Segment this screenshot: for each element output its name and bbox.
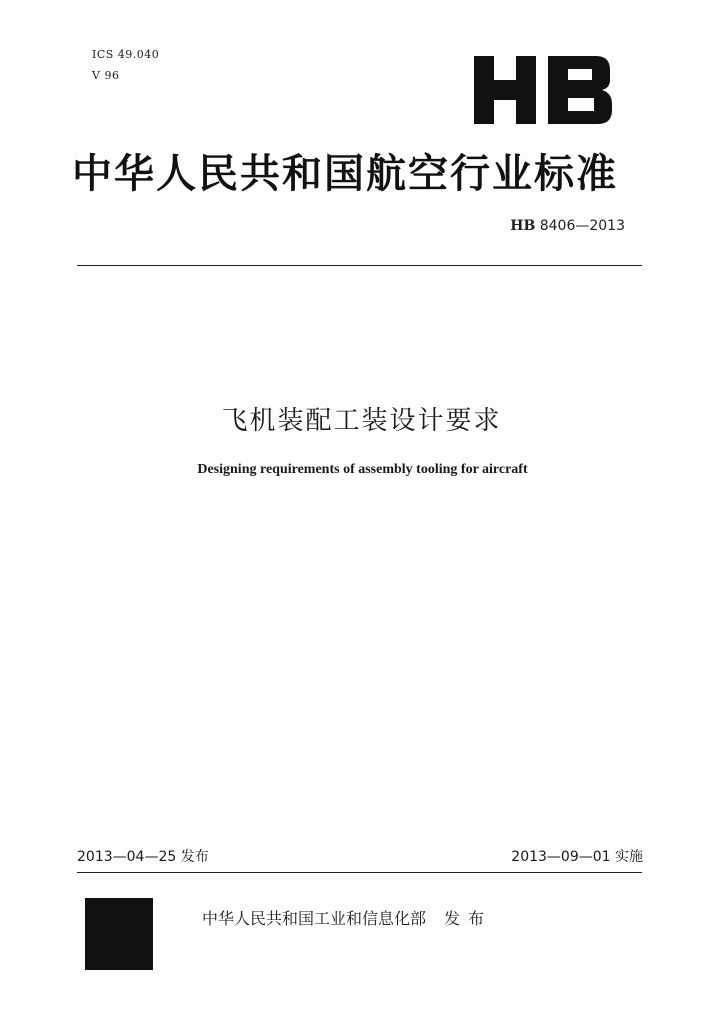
hb-logo (474, 56, 612, 124)
standard-code: 8406—2013 (539, 218, 625, 234)
bottom-rule (77, 872, 642, 873)
document-title-chinese (0, 400, 725, 437)
publisher-line (202, 906, 492, 929)
standard-prefix: HB (510, 218, 536, 234)
top-rule (77, 265, 642, 266)
publisher-seal-block (85, 898, 153, 970)
ics-code: ICS 49.040 (92, 48, 160, 61)
effective-date: 2013—09—01 实施 (511, 849, 643, 865)
publisher-name: 中华人民共和国工业和信息化部 (202, 909, 427, 928)
classification-code: V 96 (92, 69, 120, 82)
document-title-chinese-text: 飞机装配工装设计要求 (221, 406, 502, 436)
issue-date: 2013—04—25 发布 (77, 849, 209, 865)
document-title-english: Designing requirements of assembly tooling for aircraft (197, 462, 528, 477)
standard-number (510, 218, 625, 234)
standard-category-title: 中华人民共和国航空行业标准 (72, 151, 618, 197)
publisher-action: 发布 (444, 909, 493, 928)
